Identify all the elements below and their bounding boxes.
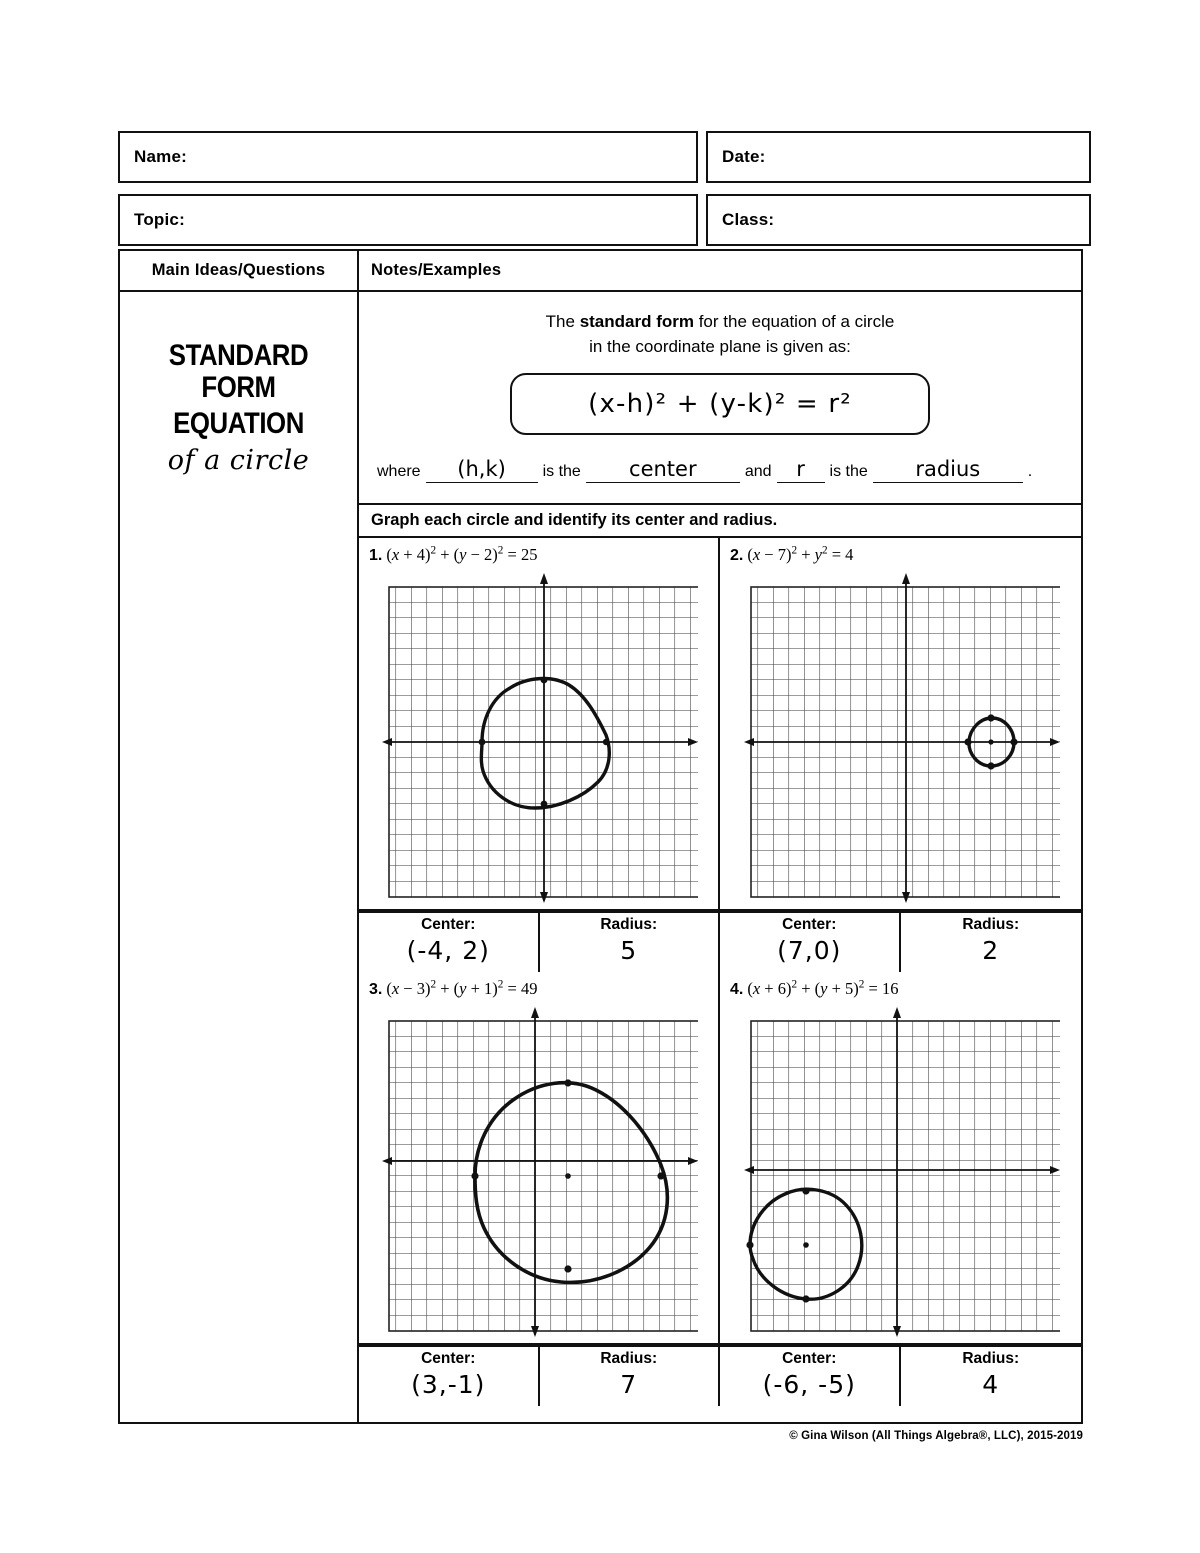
graph-holder-3 xyxy=(359,1001,718,1343)
answer-center-4[interactable] xyxy=(720,1347,901,1406)
table-header-row xyxy=(120,251,1081,292)
problem-4-number: 4. xyxy=(730,980,744,998)
answer-radius-3[interactable] xyxy=(540,1347,721,1406)
graph-holder-1 xyxy=(359,567,718,909)
problem-cell-3 xyxy=(359,972,720,1343)
table-body xyxy=(120,292,1081,1422)
notes-table xyxy=(118,249,1083,1424)
center-label-2: Center: xyxy=(782,915,837,933)
formula-box xyxy=(510,373,930,435)
lesson-title-block xyxy=(120,340,357,476)
blank-radius-word[interactable]: radius xyxy=(873,457,1023,483)
main-ideas-column xyxy=(120,292,359,1422)
center-value-2: (7,0) xyxy=(777,935,842,965)
coordinate-graph-4[interactable] xyxy=(742,1005,1060,1337)
topic-label: Topic: xyxy=(134,210,185,229)
blank-center-point[interactable]: (h,k) xyxy=(426,457,538,483)
is-the-label-2: is the xyxy=(829,463,868,481)
answer-radius-2[interactable] xyxy=(901,913,1082,972)
copyright-footer: © Gina Wilson (All Things Algebra®, LLC), 2015-2019 xyxy=(789,1430,1083,1442)
class-label: Class: xyxy=(722,210,775,229)
radius-value-3: 7 xyxy=(620,1369,638,1399)
blank-r-variable[interactable]: r xyxy=(777,457,825,483)
problem-row-1 xyxy=(359,538,1081,911)
center-label-1: Center: xyxy=(421,915,476,933)
problem-2-equation xyxy=(720,538,1081,567)
formula-wrapper xyxy=(359,373,1081,435)
date-label: Date: xyxy=(722,147,766,166)
problem-row-2 xyxy=(359,972,1081,1345)
center-value-4: (-6, -5) xyxy=(762,1369,856,1399)
problem-1-equation-text: $(x + 4)^2 + (y - 2)^2 = 25$ xyxy=(386,544,538,564)
column-header-notes xyxy=(359,251,1081,290)
column-header-main-ideas xyxy=(120,251,359,290)
main-ideas-header-text: Main Ideas/Questions xyxy=(151,261,326,279)
coordinate-graph-1[interactable] xyxy=(380,571,698,903)
where-word: where xyxy=(377,463,421,481)
radius-label-4: Radius: xyxy=(962,1349,1020,1367)
center-value-3: (3,-1) xyxy=(411,1369,486,1399)
blank-center-word[interactable]: center xyxy=(586,457,740,483)
intro-text xyxy=(359,292,1081,359)
answer-center-1[interactable] xyxy=(359,913,540,972)
center-value-1: (-4, 2) xyxy=(406,935,490,965)
is-the-label-1: is the xyxy=(542,463,581,481)
graph-holder-4 xyxy=(720,1001,1081,1343)
problem-cell-4 xyxy=(720,972,1081,1343)
intro-prefix: The xyxy=(545,312,580,331)
coordinate-graph-3[interactable] xyxy=(380,1005,698,1337)
radius-label-2: Radius: xyxy=(962,915,1020,933)
name-field[interactable] xyxy=(118,131,698,183)
sentence-period: . xyxy=(1027,463,1033,481)
problem-4-equation xyxy=(720,972,1081,1001)
topic-field[interactable] xyxy=(118,194,698,246)
answer-center-2[interactable] xyxy=(720,913,901,972)
header-row-topic-class xyxy=(118,194,1091,246)
answer-center-3[interactable] xyxy=(359,1347,540,1406)
lesson-title-line1: STANDARD FORM xyxy=(168,339,309,404)
lesson-subtitle: of a circle xyxy=(167,445,310,477)
problem-4-equation-text: $(x + 6)^2 + (y + 5)^2 = 16$ xyxy=(747,978,899,998)
problem-cell-1 xyxy=(359,538,720,909)
notes-column xyxy=(359,292,1081,1422)
problem-2-number: 2. xyxy=(730,546,744,564)
problem-1-equation xyxy=(359,538,718,567)
date-field[interactable] xyxy=(706,131,1091,183)
notes-header-text: Notes/Examples xyxy=(371,261,502,279)
problem-3-equation-text: $(x - 3)^2 + (y + 1)^2 = 49$ xyxy=(386,978,538,998)
intro-line2: in the coordinate plane is given as: xyxy=(589,336,851,356)
problem-cell-2 xyxy=(720,538,1081,909)
standard-form-formula: (x-h)² + (y-k)² = r² xyxy=(588,389,852,420)
intro-bold-term: standard form xyxy=(579,312,694,331)
answer-row-2 xyxy=(359,1345,1081,1406)
answer-radius-4[interactable] xyxy=(901,1347,1082,1406)
and-word: and xyxy=(744,463,772,481)
graph-holder-2 xyxy=(720,567,1081,909)
radius-label-3: Radius: xyxy=(600,1349,658,1367)
center-label-3: Center: xyxy=(421,1349,476,1367)
lesson-title-line2: EQUATION xyxy=(173,406,304,440)
problem-3-number: 3. xyxy=(369,980,383,998)
radius-label-1: Radius: xyxy=(600,915,658,933)
intro-suffix: for the equation of a circle xyxy=(693,312,895,331)
class-field[interactable] xyxy=(706,194,1091,246)
header-row-name-date xyxy=(118,131,1091,183)
radius-value-4: 4 xyxy=(982,1369,1000,1399)
coordinate-graph-2[interactable] xyxy=(742,571,1060,903)
center-label-4: Center: xyxy=(782,1349,837,1367)
radius-value-1: 5 xyxy=(620,935,638,965)
where-definition-line xyxy=(359,435,1081,483)
instruction-bar: Graph each circle and identify its center and radius. xyxy=(359,503,1081,538)
answer-row-1 xyxy=(359,911,1081,972)
problem-1-number: 1. xyxy=(369,546,383,564)
radius-value-2: 2 xyxy=(982,935,1000,965)
problem-2-equation-text: $(x - 7)^2 + y^2 = 4$ xyxy=(747,544,854,564)
name-label: Name: xyxy=(134,147,187,166)
problem-3-equation xyxy=(359,972,718,1001)
answer-radius-1[interactable] xyxy=(540,913,721,972)
